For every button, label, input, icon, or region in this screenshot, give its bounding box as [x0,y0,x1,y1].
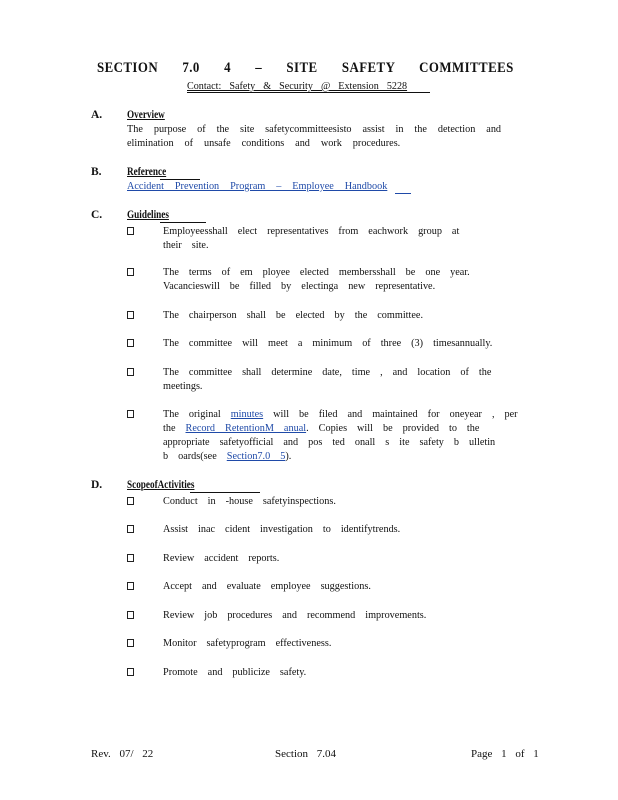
guideline-6-text-c: the [163,422,176,434]
activity-item: Conduct in -house safetyinspections. [163,495,336,507]
bullet-icon [127,268,134,276]
guideline-6-text-b: will be filed and maintained for oneyear , per [273,408,518,420]
bullet-icon [127,639,134,647]
bullet-icon [127,497,134,505]
section-c-heading-rule [160,222,206,223]
guideline-5-line-1: The committee shall determine date, time , and location of the [163,366,492,378]
section-c-heading: Guidelines [127,209,169,221]
guideline-6-line-3: appropriate safetyofficial and pos ted onall s ite safety b ulletin [163,436,496,448]
section-d-heading: ScopeofActivities [127,479,195,491]
bullet-icon [127,339,134,347]
guideline-2-line-2: Vacancieswill be filled by electinga new representative. [163,280,436,292]
activity-item: Review job procedures and recommend improvements. [163,609,427,621]
guideline-2-line-1: The terms of em ployee elected membersshall be one year. [163,266,470,278]
record-retention-link[interactable]: Record RetentionM anual [185,422,307,434]
activity-item: Accept and evaluate employee suggestions. [163,580,371,592]
bullet-icon [127,668,134,676]
guideline-3-line-1: The chairperson shall be elected by the committee. [163,309,424,321]
guideline-6-line-1 [163,408,518,422]
bullet-icon [127,227,134,235]
guideline-6-text-d: . Copies will be provided to the [306,422,480,434]
section-d-heading-rule [190,492,260,493]
guideline-6-text-f: ). [285,450,292,462]
bullet-icon [127,525,134,533]
guideline-6-line-4 [163,450,291,464]
section-a-heading: Overview [127,109,165,121]
section-d-letter: D. [91,479,103,491]
minutes-link[interactable]: minutes [230,408,264,420]
bullet-icon [127,611,134,619]
bullet-icon [127,582,134,590]
footer-section: Section 7.04 [275,748,336,760]
guideline-1-line-1: Employeesshall elect representatives from eachwork group at [163,225,460,237]
bullet-icon [127,368,134,376]
guideline-6-line-2 [163,422,479,436]
bullet-icon [127,410,134,418]
section-c-letter: C. [91,209,103,221]
activity-item: Review accident reports. [163,552,280,564]
footer-page-number: Page 1 of 1 [471,748,539,760]
guideline-1-line-2: their site. [163,239,209,251]
contact-underline [187,92,430,93]
section-b-letter: B. [91,166,102,178]
activity-item: Assist inac cident investigation to identifytrends. [163,523,401,535]
guideline-4-line-1: The committee will meet a minimum of three (3) timesannually. [163,337,493,349]
reference-link[interactable]: Accident Prevention Program – Employee Handbook [127,180,388,192]
reference-link-rule [395,193,411,194]
bullet-icon [127,554,134,562]
section-b-heading: Reference [127,166,167,178]
footer-revision: Rev. 07/ 22 [91,748,154,760]
section-a-letter: A. [91,109,103,121]
guideline-6-text-e: b oards(see [163,450,217,462]
contact-line: Contact: Safety & Security @ Extension 5228 [187,80,408,92]
overview-line-1: The purpose of the site safetycommitteesisto assist in the detection and [127,123,502,135]
activity-item: Promote and publicize safety. [163,666,307,678]
overview-line-2: elimination of unsafe conditions and work procedures. [127,137,401,149]
guideline-6-text-a: The original [163,408,221,420]
section-705-link[interactable]: Section7.0 5 [226,450,286,462]
bullet-icon [127,311,134,319]
guideline-5-line-2: meetings. [163,380,203,392]
activity-item: Monitor safetyprogram effectiveness. [163,637,332,649]
page-title: SECTION 7.0 4 – SITE SAFETY COMMITTEES [97,60,514,76]
